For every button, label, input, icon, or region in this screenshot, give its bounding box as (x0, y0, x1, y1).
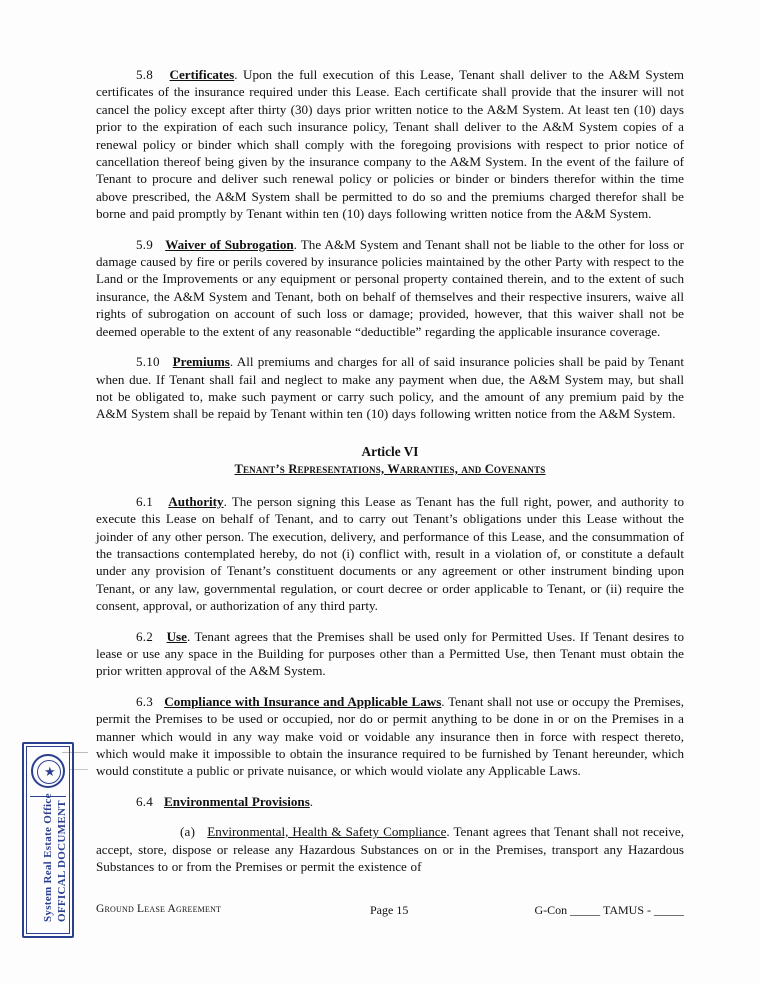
section-term: Compliance with Insurance and Applicable Laws (164, 693, 442, 709)
seal-icon (31, 754, 65, 788)
section-text: . Tenant agrees that the Premises shall be used only for Permitted Uses. If Tenant desires to lease or use any space in the Building for purposes other than a Permitted Use, then Tenant must obtain the prior written approval of the A&M System. (96, 628, 684, 679)
section-term: Environmental Provisions (164, 793, 310, 809)
section-number: 5.9 (136, 236, 153, 252)
section-number: 6.1 (136, 493, 153, 509)
section-text: . Tenant shall not use or occupy the Premises, permit the Premises to be used or occupied, nor do or permit anything to be done in or on the Premises in a manner which would in any way make void or voidable any insurance then in force with respect thereto, which would make it impossible to obtain the insurance required to be furnished by Tenant hereunder, which would constitute a public or private nuisance, or which would violate any Applicable Laws. (96, 693, 684, 779)
section-text: . (309, 793, 314, 809)
section-6-4 (96, 793, 684, 810)
footer-page-number: Page 15 (370, 903, 409, 917)
star-icon: ★ (44, 764, 56, 779)
section-text: . The A&M System and Tenant shall not be liable to the other for loss or damage caused by fire or perils covered by insurance policies maintained by the other Party with respect to the Land or the Improvements or any equipment or personal property contained therein, and to the extent of such insurance, the A&M System and Tenant, both on behalf of themselves and their respective insurers, waive all rights of subrogation on account of such loss or damage; provided, however, that this waiver shall not be deemed operable to the extent of any reasonable “deductible” regarding the applicable insurance coverage. (96, 236, 684, 339)
section-number: 6.3 (136, 693, 153, 709)
section-term: Use (166, 628, 187, 644)
stamp-line-2: OFFICAL DOCUMENT (56, 800, 68, 922)
footer-document-title: Ground Lease Agreement (96, 903, 222, 915)
section-5-8 (96, 66, 684, 223)
subsection-text: . Tenant agrees that Tenant shall not receive, accept, store, dispose or release any Hazardous Substances on or in the Premises, transport any Hazardous Substances to or from the Premises or permit the existence of (96, 824, 684, 875)
section-number: 5.10 (136, 354, 160, 370)
section-6-1 (96, 493, 684, 615)
section-5-10 (96, 353, 684, 423)
official-document-stamp (22, 742, 74, 938)
document-body (96, 66, 684, 888)
section-number: 6.4 (136, 793, 153, 809)
page-footer (96, 903, 684, 919)
section-term: Authority (168, 493, 224, 509)
section-term: Certificates (169, 67, 235, 82)
subsection-label: (a) (180, 824, 196, 840)
article-subheading: Tenant’s Representations, Warranties, and Covenants (234, 461, 546, 476)
section-number: 6.2 (136, 628, 153, 644)
section-number: 5.8 (136, 67, 153, 82)
section-text: . Upon the full execution of this Lease, Tenant shall deliver to the A&M System certificates of the insurance required under this Lease. Each certificate shall provide that the insurer will not cancel the policy except after thirty (30) days prior written notice to the A&M System. At least ten (10) days prior to the expiration of each such insurance policy, Tenant shall deliver to the A&M System copies of a renewal policy or binder which shall comply with the foregoing provisions with respect to prior notice of cancellation thereof being given by the insurance company to the A&M System. In the event of the failure of Tenant to procure and deliver such renewal policy or policies or binder or binders therefor within the time above prescribed, the A&M System shall be permitted to do so and the premiums charged therefor shall be borne and paid promptly by Tenant within ten (10) days following written notice from the A&M System. (96, 67, 684, 222)
subsection-term: Environmental, Health & Safety Compliance (207, 824, 447, 840)
section-text: . The person signing this Lease as Tenant has the full right, power, and authority to execute this Lease on behalf of Tenant, and to carry out Tenant’s obligations under this Lease without the joinder of any other person. The execution, delivery, and performance of this Lease, and the consummation of the transactions contemplated hereby, do not (i) conflict with, result in a violation of, or constitute a default under any provision of Tenant’s constituent documents or any agreement or other instrument binding upon Tenant, or any law, governmental regulation, or court decree or order applicable to Tenant, or (ii) require the consent, approval, or authorization of any third party. (96, 493, 684, 614)
section-6-2 (96, 628, 684, 680)
stamp-line-1: System Real Estate Office (42, 793, 54, 922)
section-6-3 (96, 693, 684, 780)
section-text: . All premiums and charges for all of said insurance policies shall be paid by Tenant when due. If Tenant shall fail and neglect to make any payment when due, the A&M System may, but shall not be obligated to, make such payment or carry such policy, and the amount of any premium paid by the A&M System shall be repaid by Tenant within ten (10) days following written notice from the A&M System. (96, 354, 684, 422)
footer-reference: G-Con _____ TAMUS - _____ (534, 903, 684, 917)
section-term: Waiver of Subrogation (165, 236, 294, 252)
section-term: Premiums (172, 354, 230, 370)
section-5-9 (96, 236, 684, 340)
subsection-a (96, 823, 684, 875)
article-heading: Article VI (361, 443, 419, 459)
